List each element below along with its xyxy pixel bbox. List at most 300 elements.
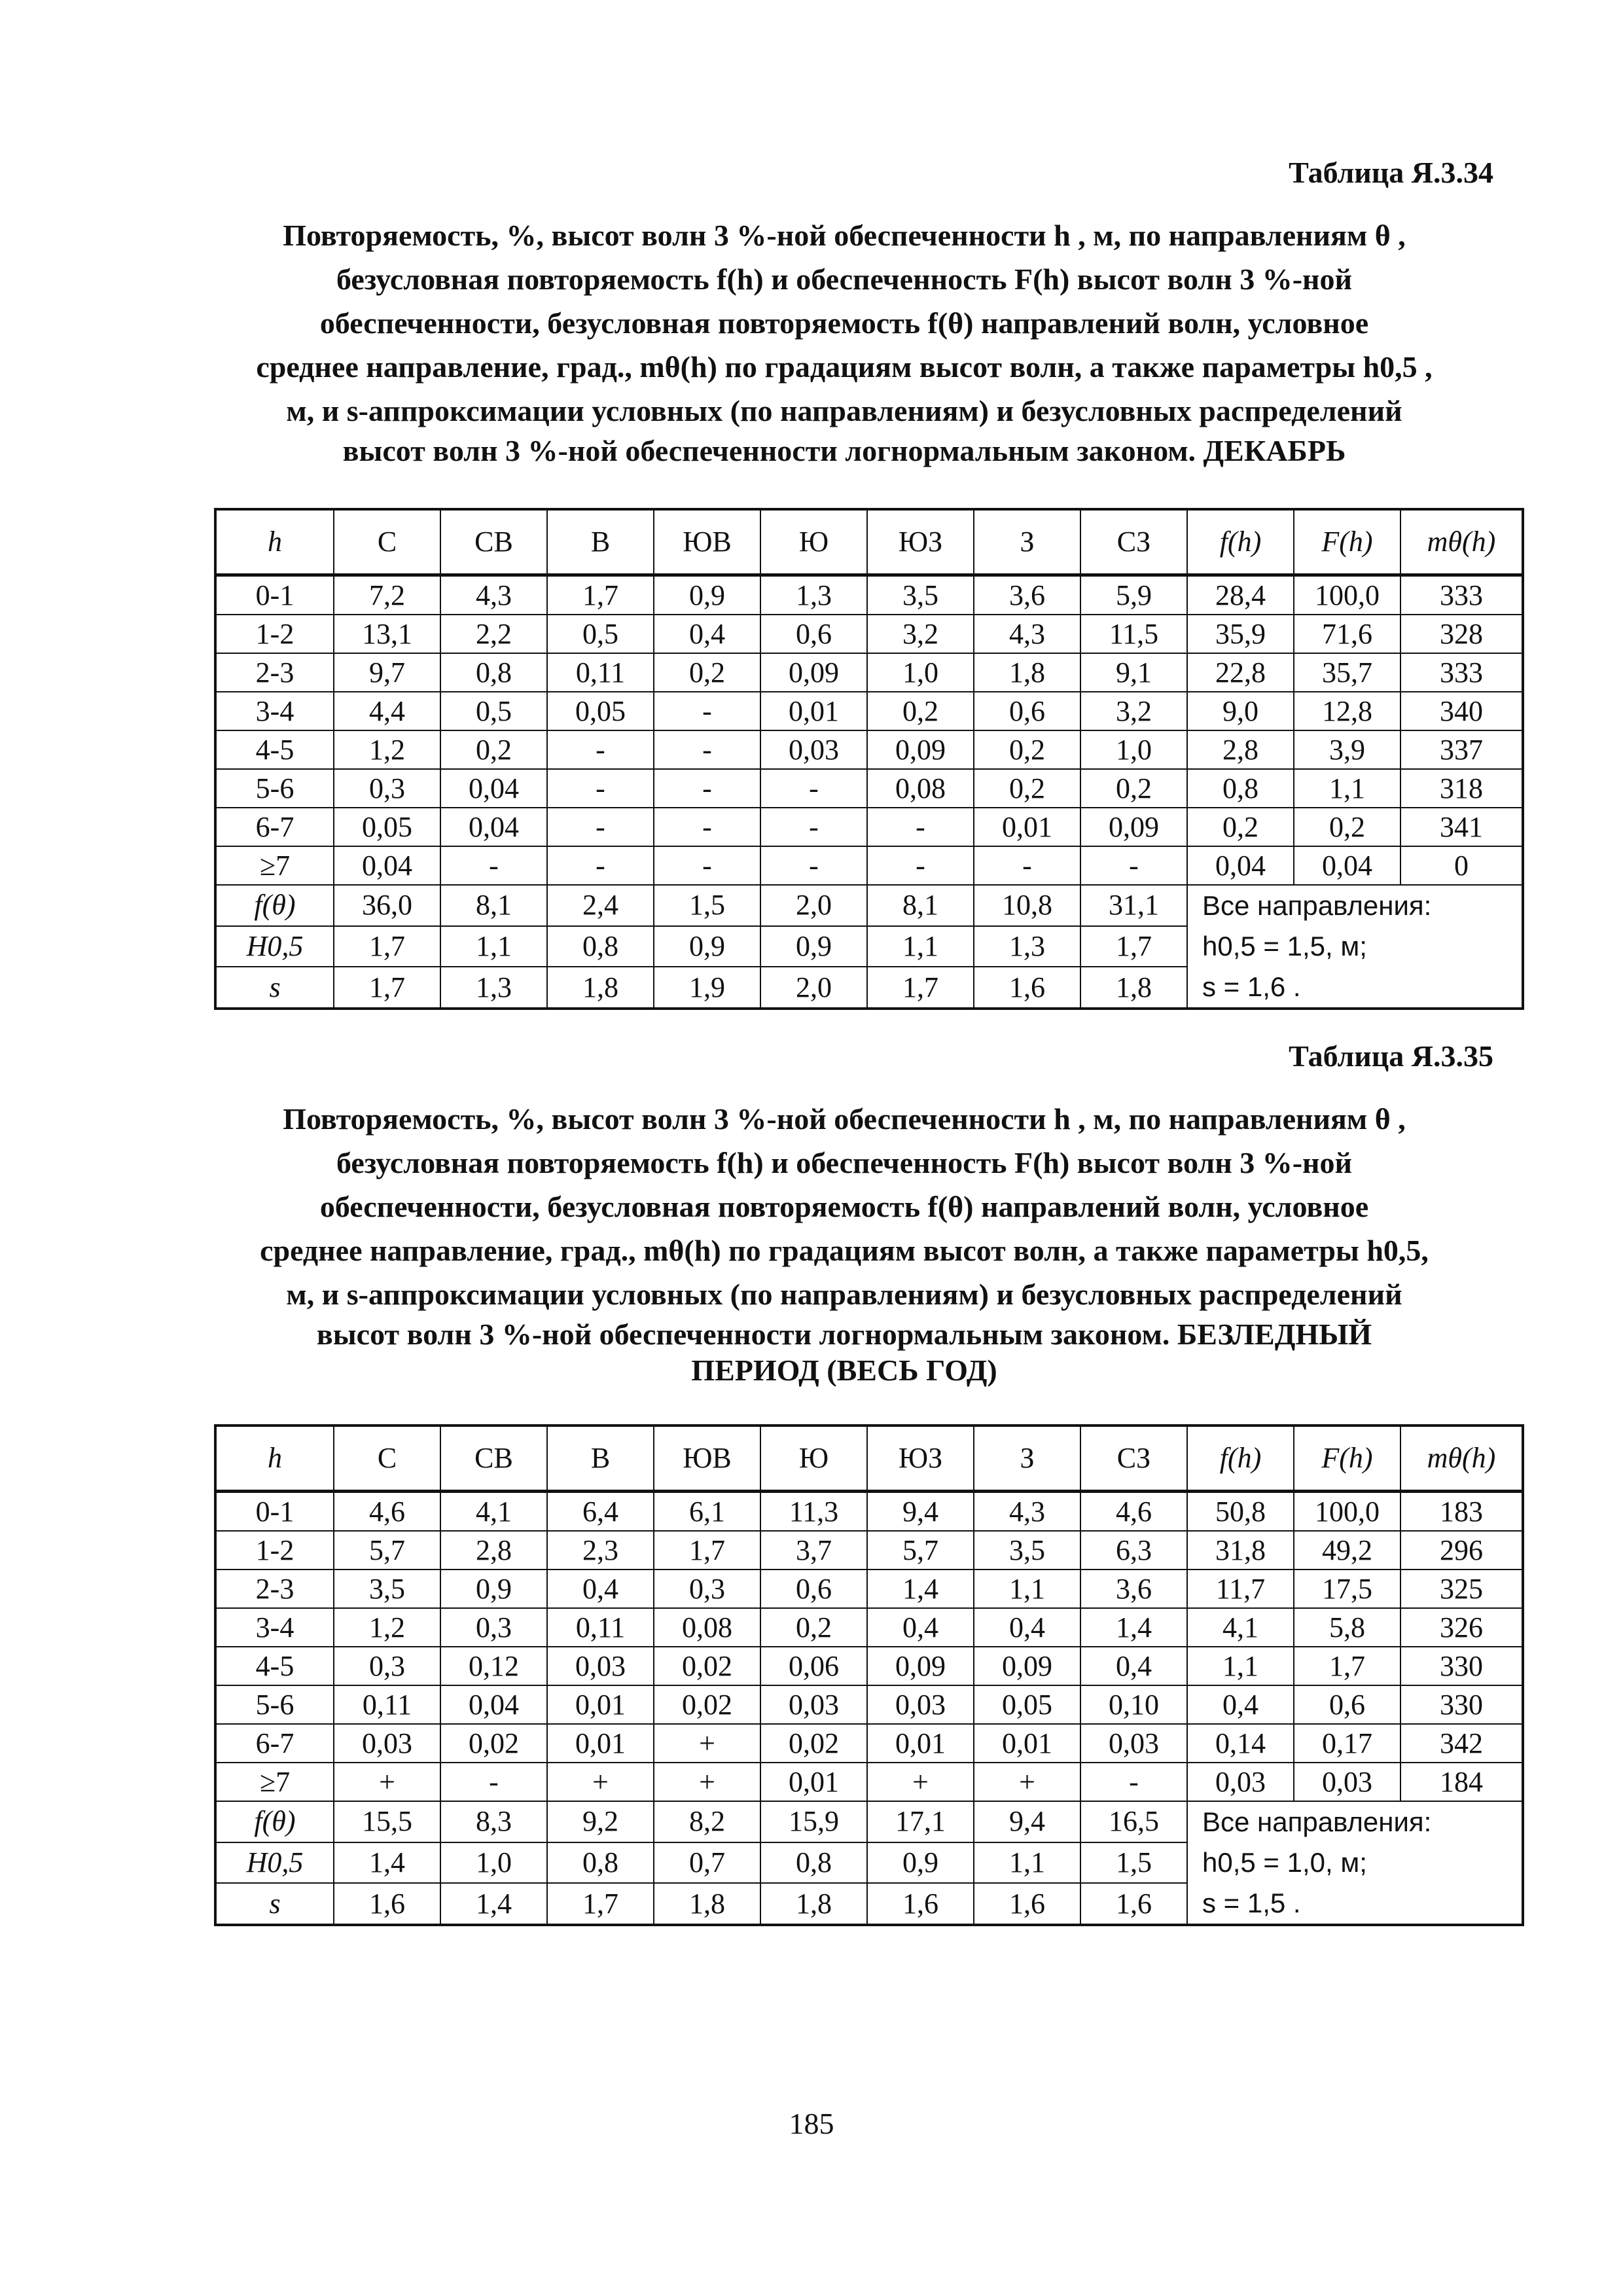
- table-cell: 0,2: [1080, 769, 1187, 808]
- row-header-cell: 1-2: [215, 1531, 334, 1570]
- table-cell: 0,05: [974, 1685, 1080, 1724]
- table-cell: 0,6: [974, 692, 1080, 730]
- table-cell: 0,4: [547, 1570, 654, 1608]
- table-cell: 1,7: [867, 967, 974, 1009]
- table-cell: 1,6: [867, 1883, 974, 1925]
- table-cell: 0,3: [334, 769, 440, 808]
- table-cell: 0,11: [334, 1685, 440, 1724]
- table-cell: 49,2: [1294, 1531, 1400, 1570]
- table-row: [215, 1531, 1523, 1570]
- table-cell: +: [547, 1763, 654, 1801]
- table-cell: -: [440, 1763, 547, 1801]
- table-cell: 0,4: [654, 615, 760, 653]
- table-cell: 1,6: [974, 967, 1080, 1009]
- row-header-cell: 5-6: [215, 769, 334, 808]
- table-cell: 2,8: [1187, 730, 1294, 769]
- table-cell: 0,2: [654, 653, 760, 692]
- table-cell: 0,01: [760, 692, 867, 730]
- column-header: С: [334, 1426, 440, 1492]
- table-cell: 337: [1400, 730, 1523, 769]
- table-cell: 1,3: [440, 967, 547, 1009]
- column-header: З: [974, 509, 1080, 575]
- data-table: [214, 1424, 1524, 1926]
- table-cell: 340: [1400, 692, 1523, 730]
- table-cell: 0,9: [654, 926, 760, 967]
- table-cell: 1,0: [867, 653, 974, 692]
- table-cell: 1,4: [867, 1570, 974, 1608]
- table-cell: 100,0: [1294, 575, 1400, 615]
- table-cell: 8,3: [440, 1801, 547, 1842]
- header-row: [215, 1426, 1523, 1492]
- table-cell: 71,6: [1294, 615, 1400, 653]
- table-cell: 31,1: [1080, 885, 1187, 926]
- row-header-cell: 2-3: [215, 653, 334, 692]
- table-row: [215, 1570, 1523, 1608]
- table-cell: 0,04: [334, 846, 440, 885]
- table-cell: 0,9: [867, 1842, 974, 1884]
- column-header: h: [215, 1426, 334, 1492]
- table-cell: 0,4: [974, 1608, 1080, 1647]
- header-row: [215, 509, 1523, 575]
- table-cell: 0,02: [654, 1647, 760, 1685]
- table-cell: 0,01: [760, 1763, 867, 1801]
- table-cell: 5,7: [867, 1531, 974, 1570]
- table-cell: 0,8: [547, 926, 654, 967]
- table-cell: +: [334, 1763, 440, 1801]
- table-cell: 1,4: [334, 1842, 440, 1884]
- param-label: s: [215, 967, 334, 1009]
- table-cell: 0,05: [547, 692, 654, 730]
- table-cell: 1,8: [760, 1883, 867, 1925]
- column-header: ЮВ: [654, 509, 760, 575]
- data-table: [214, 508, 1524, 1010]
- table-cell: 9,7: [334, 653, 440, 692]
- table-cell: 1,1: [867, 926, 974, 967]
- table-cell: 11,3: [760, 1492, 867, 1532]
- table-cell: 5,7: [334, 1531, 440, 1570]
- column-header: СЗ: [1080, 1426, 1187, 1492]
- table-cell: 0,01: [547, 1685, 654, 1724]
- param-label: H0,5: [215, 1842, 334, 1884]
- caption-line: ПЕРИОД (ВЕСЬ ГОД): [691, 1354, 997, 1387]
- table-row: [215, 1647, 1523, 1685]
- table-cell: 3,7: [760, 1531, 867, 1570]
- table-cell: 0,11: [547, 653, 654, 692]
- table-cell: 15,5: [334, 1801, 440, 1842]
- table-cell: 9,4: [867, 1492, 974, 1532]
- table-row: [215, 575, 1523, 615]
- caption-line: м, и s-аппроксимации условных (по направлениям) и безусловных распределений: [286, 1278, 1402, 1311]
- row-header-cell: ≥7: [215, 1763, 334, 1801]
- table-cell: 318: [1400, 769, 1523, 808]
- table-cell: 0,05: [334, 808, 440, 846]
- table-cell: 4,6: [1080, 1492, 1187, 1532]
- table-cell: 0,9: [760, 926, 867, 967]
- table-cell: 0,6: [1294, 1685, 1400, 1724]
- table-cell: 1,5: [654, 885, 760, 926]
- table-cell: 0,01: [867, 1724, 974, 1763]
- table-cell: 15,9: [760, 1801, 867, 1842]
- table-cell: 333: [1400, 653, 1523, 692]
- table-cell: 0,01: [974, 1724, 1080, 1763]
- table-cell: 0,8: [1187, 769, 1294, 808]
- caption-line: среднее направление, град., mθ(h) по градациям высот волн, а также параметры h0,5 ,: [256, 350, 1433, 384]
- table-cell: +: [974, 1763, 1080, 1801]
- table-cell: 0,09: [760, 653, 867, 692]
- table-cell: 1,8: [1080, 967, 1187, 1009]
- table-cell: 0,2: [1294, 808, 1400, 846]
- note-line: s = 1,5 .: [1202, 1888, 1301, 1918]
- table-cell: 342: [1400, 1724, 1523, 1763]
- table-cell: 1,7: [547, 1883, 654, 1925]
- caption-line: безусловная повторяемость f(h) и обеспеченность F(h) высот волн 3 %-ной: [336, 1146, 1353, 1179]
- table-cell: 0,03: [334, 1724, 440, 1763]
- table-cell: 3,6: [1080, 1570, 1187, 1608]
- table-cell: 0,5: [547, 615, 654, 653]
- table-cell: 35,7: [1294, 653, 1400, 692]
- table-label: Таблица Я.3.34: [1289, 156, 1493, 189]
- table-cell: 1,6: [334, 1883, 440, 1925]
- column-header: ЮВ: [654, 1426, 760, 1492]
- table-cell: 330: [1400, 1685, 1523, 1724]
- table-cell: 1,0: [1080, 730, 1187, 769]
- table-cell: 0,9: [440, 1570, 547, 1608]
- table-cell: -: [547, 808, 654, 846]
- table-cell: 0,8: [440, 653, 547, 692]
- table-cell: 0: [1400, 846, 1523, 885]
- table-cell: 0,03: [1294, 1763, 1400, 1801]
- note-line: Все направления:: [1202, 890, 1432, 921]
- table-cell: -: [760, 808, 867, 846]
- column-header: mθ(h): [1400, 1426, 1523, 1492]
- table-cell: -: [760, 769, 867, 808]
- table-cell: 341: [1400, 808, 1523, 846]
- table-cell: 8,1: [440, 885, 547, 926]
- row-header-cell: 4-5: [215, 730, 334, 769]
- table-cell: 3,5: [974, 1531, 1080, 1570]
- column-header: f(h): [1187, 1426, 1294, 1492]
- table-cell: 5,8: [1294, 1608, 1400, 1647]
- table-cell: 9,2: [547, 1801, 654, 1842]
- column-header: F(h): [1294, 1426, 1400, 1492]
- table-cell: 0,2: [974, 769, 1080, 808]
- table-cell: 4,3: [974, 615, 1080, 653]
- column-header: F(h): [1294, 509, 1400, 575]
- table-cell: 10,8: [974, 885, 1080, 926]
- row-header-cell: 0-1: [215, 1492, 334, 1532]
- param-row: [215, 885, 1523, 926]
- table-cell: 184: [1400, 1763, 1523, 1801]
- table-cell: 1,1: [1294, 769, 1400, 808]
- table-cell: 0,03: [547, 1647, 654, 1685]
- table-row: [215, 808, 1523, 846]
- table-cell: 2,0: [760, 885, 867, 926]
- table-cell: 13,1: [334, 615, 440, 653]
- table-row: [215, 769, 1523, 808]
- table-cell: 0,4: [867, 1608, 974, 1647]
- table-cell: 0,17: [1294, 1724, 1400, 1763]
- table-cell: 0,09: [867, 1647, 974, 1685]
- column-header: f(h): [1187, 509, 1294, 575]
- table-cell: 4,1: [440, 1492, 547, 1532]
- note-line: Все направления:: [1202, 1806, 1432, 1837]
- row-header-cell: 0-1: [215, 575, 334, 615]
- table-cell: -: [547, 730, 654, 769]
- row-header-cell: 6-7: [215, 808, 334, 846]
- table-cell: 1,6: [974, 1883, 1080, 1925]
- table-cell: 328: [1400, 615, 1523, 653]
- all-directions-note: [1187, 885, 1523, 1009]
- table-cell: 36,0: [334, 885, 440, 926]
- table-row: [215, 615, 1523, 653]
- table-cell: -: [654, 730, 760, 769]
- table-cell: 2,4: [547, 885, 654, 926]
- table-cell: 0,2: [867, 692, 974, 730]
- param-label: f(θ): [215, 1801, 334, 1842]
- table-cell: 17,5: [1294, 1570, 1400, 1608]
- note-line: s = 1,6 .: [1202, 971, 1301, 1002]
- column-header: Ю: [760, 1426, 867, 1492]
- column-header: ЮЗ: [867, 509, 974, 575]
- table-cell: 0,8: [760, 1842, 867, 1884]
- table-cell: 17,1: [867, 1801, 974, 1842]
- table-cell: -: [547, 846, 654, 885]
- table-cell: 8,2: [654, 1801, 760, 1842]
- table-cell: 0,09: [974, 1647, 1080, 1685]
- table-cell: 326: [1400, 1608, 1523, 1647]
- table-cell: 12,8: [1294, 692, 1400, 730]
- table-cell: 0,04: [440, 1685, 547, 1724]
- table-cell: 0,9: [654, 575, 760, 615]
- table-cell: 5,9: [1080, 575, 1187, 615]
- table-cell: 0,03: [760, 1685, 867, 1724]
- table-cell: 0,2: [760, 1608, 867, 1647]
- table-cell: 1,0: [440, 1842, 547, 1884]
- table-cell: 4,1: [1187, 1608, 1294, 1647]
- param-label: f(θ): [215, 885, 334, 926]
- table-cell: 0,8: [547, 1842, 654, 1884]
- table-cell: -: [974, 846, 1080, 885]
- table-cell: 3,2: [867, 615, 974, 653]
- table-cell: 0,12: [440, 1647, 547, 1685]
- note-line: h0,5 = 1,5, м;: [1202, 931, 1367, 961]
- table-cell: 0,09: [867, 730, 974, 769]
- table-cell: 0,11: [547, 1608, 654, 1647]
- table-cell: 2,2: [440, 615, 547, 653]
- table-cell: 6,3: [1080, 1531, 1187, 1570]
- table-cell: 1,5: [1080, 1842, 1187, 1884]
- table-cell: 2,0: [760, 967, 867, 1009]
- table-cell: 100,0: [1294, 1492, 1400, 1532]
- table-cell: -: [760, 846, 867, 885]
- caption-line: безусловная повторяемость f(h) и обеспеченность F(h) высот волн 3 %-ной: [336, 262, 1353, 296]
- table-cell: 31,8: [1187, 1531, 1294, 1570]
- table-cell: -: [1080, 1763, 1187, 1801]
- column-header: ЮЗ: [867, 1426, 974, 1492]
- table-cell: 3,6: [974, 575, 1080, 615]
- table-row: [215, 692, 1523, 730]
- table-cell: 0,03: [760, 730, 867, 769]
- table-cell: 9,1: [1080, 653, 1187, 692]
- table-cell: 0,04: [440, 808, 547, 846]
- row-header-cell: 2-3: [215, 1570, 334, 1608]
- table-cell: 50,8: [1187, 1492, 1294, 1532]
- row-header-cell: 1-2: [215, 615, 334, 653]
- table-cell: 3,9: [1294, 730, 1400, 769]
- table-cell: 0,02: [654, 1685, 760, 1724]
- caption-line: среднее направление, град., mθ(h) по градациям высот волн, а также параметры h0,5,: [260, 1234, 1429, 1267]
- table-cell: 333: [1400, 575, 1523, 615]
- param-label: H0,5: [215, 926, 334, 967]
- table-cell: -: [654, 808, 760, 846]
- table-cell: 8,1: [867, 885, 974, 926]
- table-cell: 1,8: [547, 967, 654, 1009]
- table-cell: 22,8: [1187, 653, 1294, 692]
- column-header: З: [974, 1426, 1080, 1492]
- table-cell: 0,6: [760, 1570, 867, 1608]
- row-header-cell: 3-4: [215, 692, 334, 730]
- table-cell: 0,09: [1080, 808, 1187, 846]
- table-cell: -: [867, 808, 974, 846]
- caption-line: м, и s-аппроксимации условных (по направлениям) и безусловных распределений: [286, 394, 1402, 427]
- table-cell: 6,4: [547, 1492, 654, 1532]
- table-cell: 1,7: [1294, 1647, 1400, 1685]
- table-cell: 11,7: [1187, 1570, 1294, 1608]
- table-cell: 0,2: [974, 730, 1080, 769]
- row-header-cell: 5-6: [215, 1685, 334, 1724]
- column-header: В: [547, 509, 654, 575]
- table-cell: 0,6: [760, 615, 867, 653]
- table-cell: +: [654, 1763, 760, 1801]
- table-cell: 3,5: [867, 575, 974, 615]
- table-cell: 1,1: [974, 1570, 1080, 1608]
- column-header: h: [215, 509, 334, 575]
- table-cell: 0,08: [654, 1608, 760, 1647]
- table-cell: 0,03: [867, 1685, 974, 1724]
- table-cell: 0,04: [1294, 846, 1400, 885]
- page-number: 185: [789, 2107, 834, 2140]
- table-cell: -: [654, 846, 760, 885]
- table-cell: 1,2: [334, 1608, 440, 1647]
- table-cell: 1,4: [1080, 1608, 1187, 1647]
- table-cell: -: [440, 846, 547, 885]
- caption-line: высот волн 3 %-ной обеспеченности логнормальным законом. БЕЗЛЕДНЫЙ: [316, 1318, 1372, 1351]
- row-header-cell: 3-4: [215, 1608, 334, 1647]
- table-cell: -: [654, 769, 760, 808]
- table-row: [215, 730, 1523, 769]
- table-cell: 4,3: [974, 1492, 1080, 1532]
- table-cell: 2,8: [440, 1531, 547, 1570]
- column-header: СВ: [440, 1426, 547, 1492]
- table-cell: 0,2: [440, 730, 547, 769]
- table-cell: 0,01: [974, 808, 1080, 846]
- table-row: [215, 1763, 1523, 1801]
- row-header-cell: 6-7: [215, 1724, 334, 1763]
- caption-line: высот волн 3 %-ной обеспеченности логнормальным законом. ДЕКАБРЬ: [342, 434, 1346, 467]
- table-row: [215, 1724, 1523, 1763]
- table-cell: 1,7: [334, 926, 440, 967]
- table-cell: 2,3: [547, 1531, 654, 1570]
- caption-line: Повторяемость, %, высот волн 3 %-ной обеспеченности h , м, по направлениям θ ,: [283, 1102, 1406, 1136]
- table-cell: +: [654, 1724, 760, 1763]
- table-cell: 183: [1400, 1492, 1523, 1532]
- table-cell: 330: [1400, 1647, 1523, 1685]
- table-cell: 0,3: [654, 1570, 760, 1608]
- table-cell: 1,9: [654, 967, 760, 1009]
- table-cell: -: [654, 692, 760, 730]
- table-row: [215, 653, 1523, 692]
- table-row: [215, 846, 1523, 885]
- table-cell: 1,8: [654, 1883, 760, 1925]
- table-cell: -: [1080, 846, 1187, 885]
- table-cell: 296: [1400, 1531, 1523, 1570]
- column-header: В: [547, 1426, 654, 1492]
- table-cell: 0,2: [1187, 808, 1294, 846]
- column-header: С: [334, 509, 440, 575]
- table-cell: 0,10: [1080, 1685, 1187, 1724]
- table-cell: 0,3: [440, 1608, 547, 1647]
- table-cell: 3,2: [1080, 692, 1187, 730]
- table-cell: 16,5: [1080, 1801, 1187, 1842]
- table-cell: 0,7: [654, 1842, 760, 1884]
- table-cell: 0,01: [547, 1724, 654, 1763]
- table-cell: 4,4: [334, 692, 440, 730]
- table-cell: 11,5: [1080, 615, 1187, 653]
- column-header: Ю: [760, 509, 867, 575]
- table-body: [215, 1492, 1523, 1926]
- param-label: s: [215, 1883, 334, 1925]
- table-cell: 1,7: [547, 575, 654, 615]
- row-header-cell: ≥7: [215, 846, 334, 885]
- table-cell: +: [867, 1763, 974, 1801]
- table-cell: 0,03: [1187, 1763, 1294, 1801]
- table-cell: 0,03: [1080, 1724, 1187, 1763]
- table-cell: 0,5: [440, 692, 547, 730]
- table-cell: 1,1: [974, 1842, 1080, 1884]
- table-cell: 1,1: [440, 926, 547, 967]
- row-header-cell: 4-5: [215, 1647, 334, 1685]
- table-caption: [196, 1097, 1492, 1388]
- table-cell: 0,4: [1187, 1685, 1294, 1724]
- column-header: СЗ: [1080, 509, 1187, 575]
- note-line: h0,5 = 1,0, м;: [1202, 1847, 1367, 1878]
- table-label: Таблица Я.3.35: [1289, 1039, 1493, 1073]
- table-cell: 1,7: [1080, 926, 1187, 967]
- table-cell: 1,1: [1187, 1647, 1294, 1685]
- table-cell: 1,7: [334, 967, 440, 1009]
- table-cell: 4,3: [440, 575, 547, 615]
- table-caption: [196, 213, 1492, 469]
- column-header: mθ(h): [1400, 509, 1523, 575]
- caption-line: Повторяемость, %, высот волн 3 %-ной обеспеченности h , м, по направлениям θ ,: [283, 219, 1406, 252]
- table-cell: 35,9: [1187, 615, 1294, 653]
- table-cell: 0,06: [760, 1647, 867, 1685]
- table-cell: 6,1: [654, 1492, 760, 1532]
- table-cell: 1,2: [334, 730, 440, 769]
- table-cell: 0,4: [1080, 1647, 1187, 1685]
- table-cell: 3,5: [334, 1570, 440, 1608]
- table-row: [215, 1685, 1523, 1724]
- table-cell: -: [547, 769, 654, 808]
- all-directions-note: [1187, 1801, 1523, 1925]
- table-cell: 0,14: [1187, 1724, 1294, 1763]
- table-cell: 1,8: [974, 653, 1080, 692]
- table-cell: 1,6: [1080, 1883, 1187, 1925]
- table-cell: 325: [1400, 1570, 1523, 1608]
- table-cell: 0,02: [760, 1724, 867, 1763]
- table-cell: 0,08: [867, 769, 974, 808]
- table-cell: 0,3: [334, 1647, 440, 1685]
